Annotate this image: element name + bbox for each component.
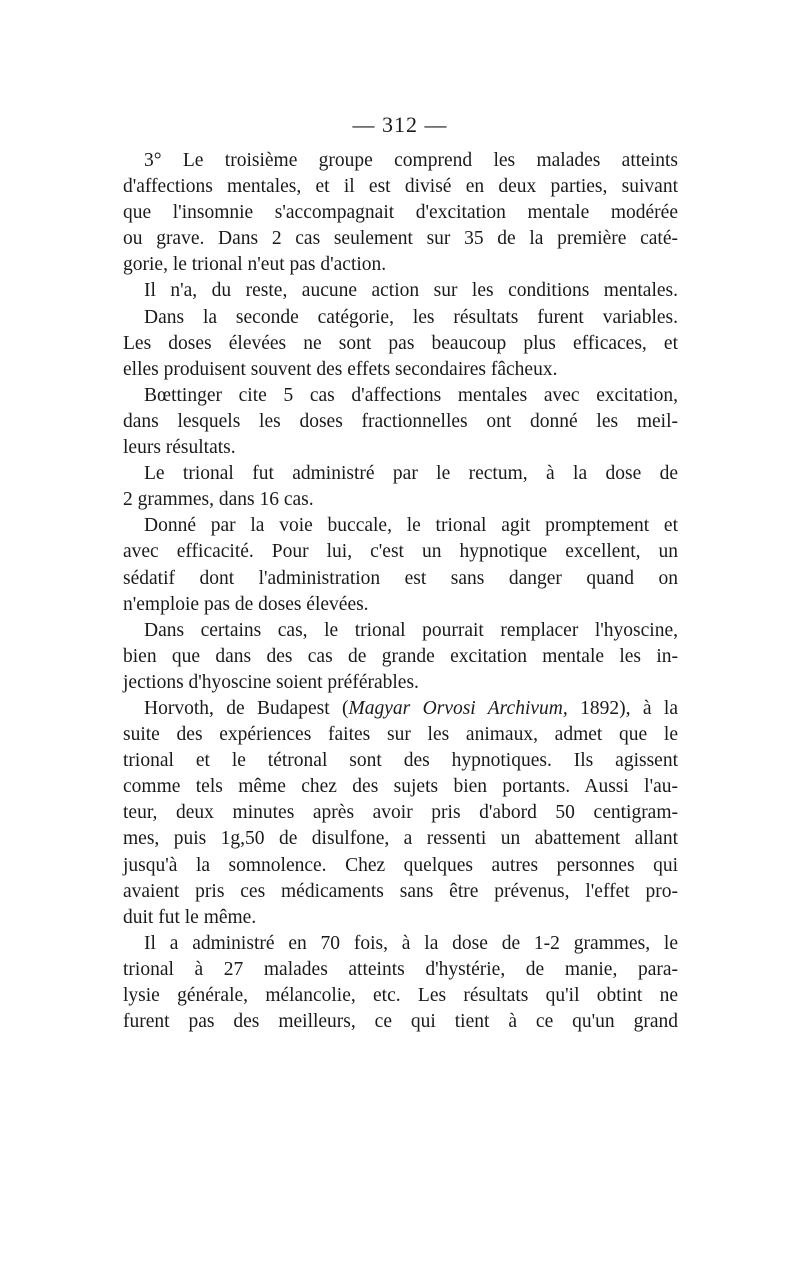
text-line: bien que dans des cas de grande excitation mentale les in- (123, 645, 678, 667)
text-line: gorie, le trional n'eut pas d'action. (123, 254, 387, 276)
text-line: que l'insomnie s'accompagnait d'excitation mentale modérée (123, 202, 678, 224)
text-line: trional à 27 malades atteints d'hystérie, de manie, para- (123, 958, 678, 980)
paragraph (123, 278, 678, 304)
text-line: duit fut le même. (123, 906, 257, 928)
text-line: leurs résultats. (123, 437, 236, 459)
text-line: trional et le tétronal sont des hypnotiques. Ils agissent (123, 750, 678, 772)
text-line: sédatif dont l'administration est sans danger quand on (123, 567, 678, 589)
text-line: avaient pris ces médicaments sans être prévenus, l'effet pro- (123, 880, 678, 902)
text-line (123, 696, 678, 722)
text-line: comme tels même chez des sujets bien portants. Aussi l'au- (123, 776, 678, 798)
text-line: Les doses élevées ne sont pas beaucoup plus efficaces, et (123, 332, 678, 354)
text-line: Dans la seconde catégorie, les résultats furent variables. (144, 306, 678, 328)
text-line: dans lesquels les doses fractionnelles ont donné les meil- (123, 410, 678, 432)
paragraph (123, 513, 678, 617)
text-line: jections d'hyoscine soient préférables. (123, 671, 419, 693)
text-line: suite des expériences faites sur les animaux, admet que le (123, 724, 678, 746)
paragraph (123, 305, 678, 383)
paragraph (123, 461, 678, 513)
paragraph (123, 383, 678, 461)
body-text (123, 148, 678, 1035)
text-line: 3° Le troisième groupe comprend les malades atteints (144, 150, 678, 171)
text-line: Le trional fut administré par le rectum, à la dose de (144, 463, 678, 485)
text-line: furent pas des meilleurs, ce qui tient à ce qu'un grand (123, 1011, 678, 1033)
text-line: avec efficacité. Pour lui, c'est un hypnotique excellent, un (123, 541, 678, 563)
journal-citation: Magyar Orvosi Archivum, (348, 697, 568, 719)
paragraph (123, 148, 678, 278)
text-fragment: Horvoth, de Budapest ( (144, 697, 349, 719)
text-line: ou grave. Dans 2 cas seulement sur 35 de la première caté- (123, 228, 678, 250)
paragraph (123, 696, 678, 931)
paragraph (123, 618, 678, 696)
text-line: teur, deux minutes après avoir pris d'abord 50 centigram- (123, 802, 678, 824)
paragraph (123, 931, 678, 1035)
text-line: elles produisent souvent des effets secondaires fâcheux. (123, 358, 558, 380)
text-line: n'emploie pas de doses élevées. (123, 593, 369, 615)
page-number: — 312 — (352, 112, 448, 137)
text-line: d'affections mentales, et il est divisé en deux parties, suivant (123, 176, 678, 198)
text-line: mes, puis 1g,50 de disulfone, a ressenti un abattement allant (123, 828, 678, 850)
text-line: Il a administré en 70 fois, à la dose de 1-2 grammes, le (144, 932, 678, 954)
text-line: 2 grammes, dans 16 cas. (123, 489, 314, 511)
text-line: Bœttinger cite 5 cas d'affections mentales avec excitation, (144, 384, 678, 406)
text-fragment: 1892), à la (567, 697, 678, 719)
text-line: lysie générale, mélancolie, etc. Les résultats qu'il obtint ne (123, 985, 678, 1006)
text-line: Il n'a, du reste, aucune action sur les conditions mentales. (144, 280, 678, 302)
text-line: Donné par la voie buccale, le trional agit promptement et (144, 515, 678, 537)
text-line: Dans certains cas, le trional pourrait remplacer l'hyoscine, (144, 619, 678, 641)
text-line: jusqu'à la somnolence. Chez quelques autres personnes qui (123, 854, 678, 876)
